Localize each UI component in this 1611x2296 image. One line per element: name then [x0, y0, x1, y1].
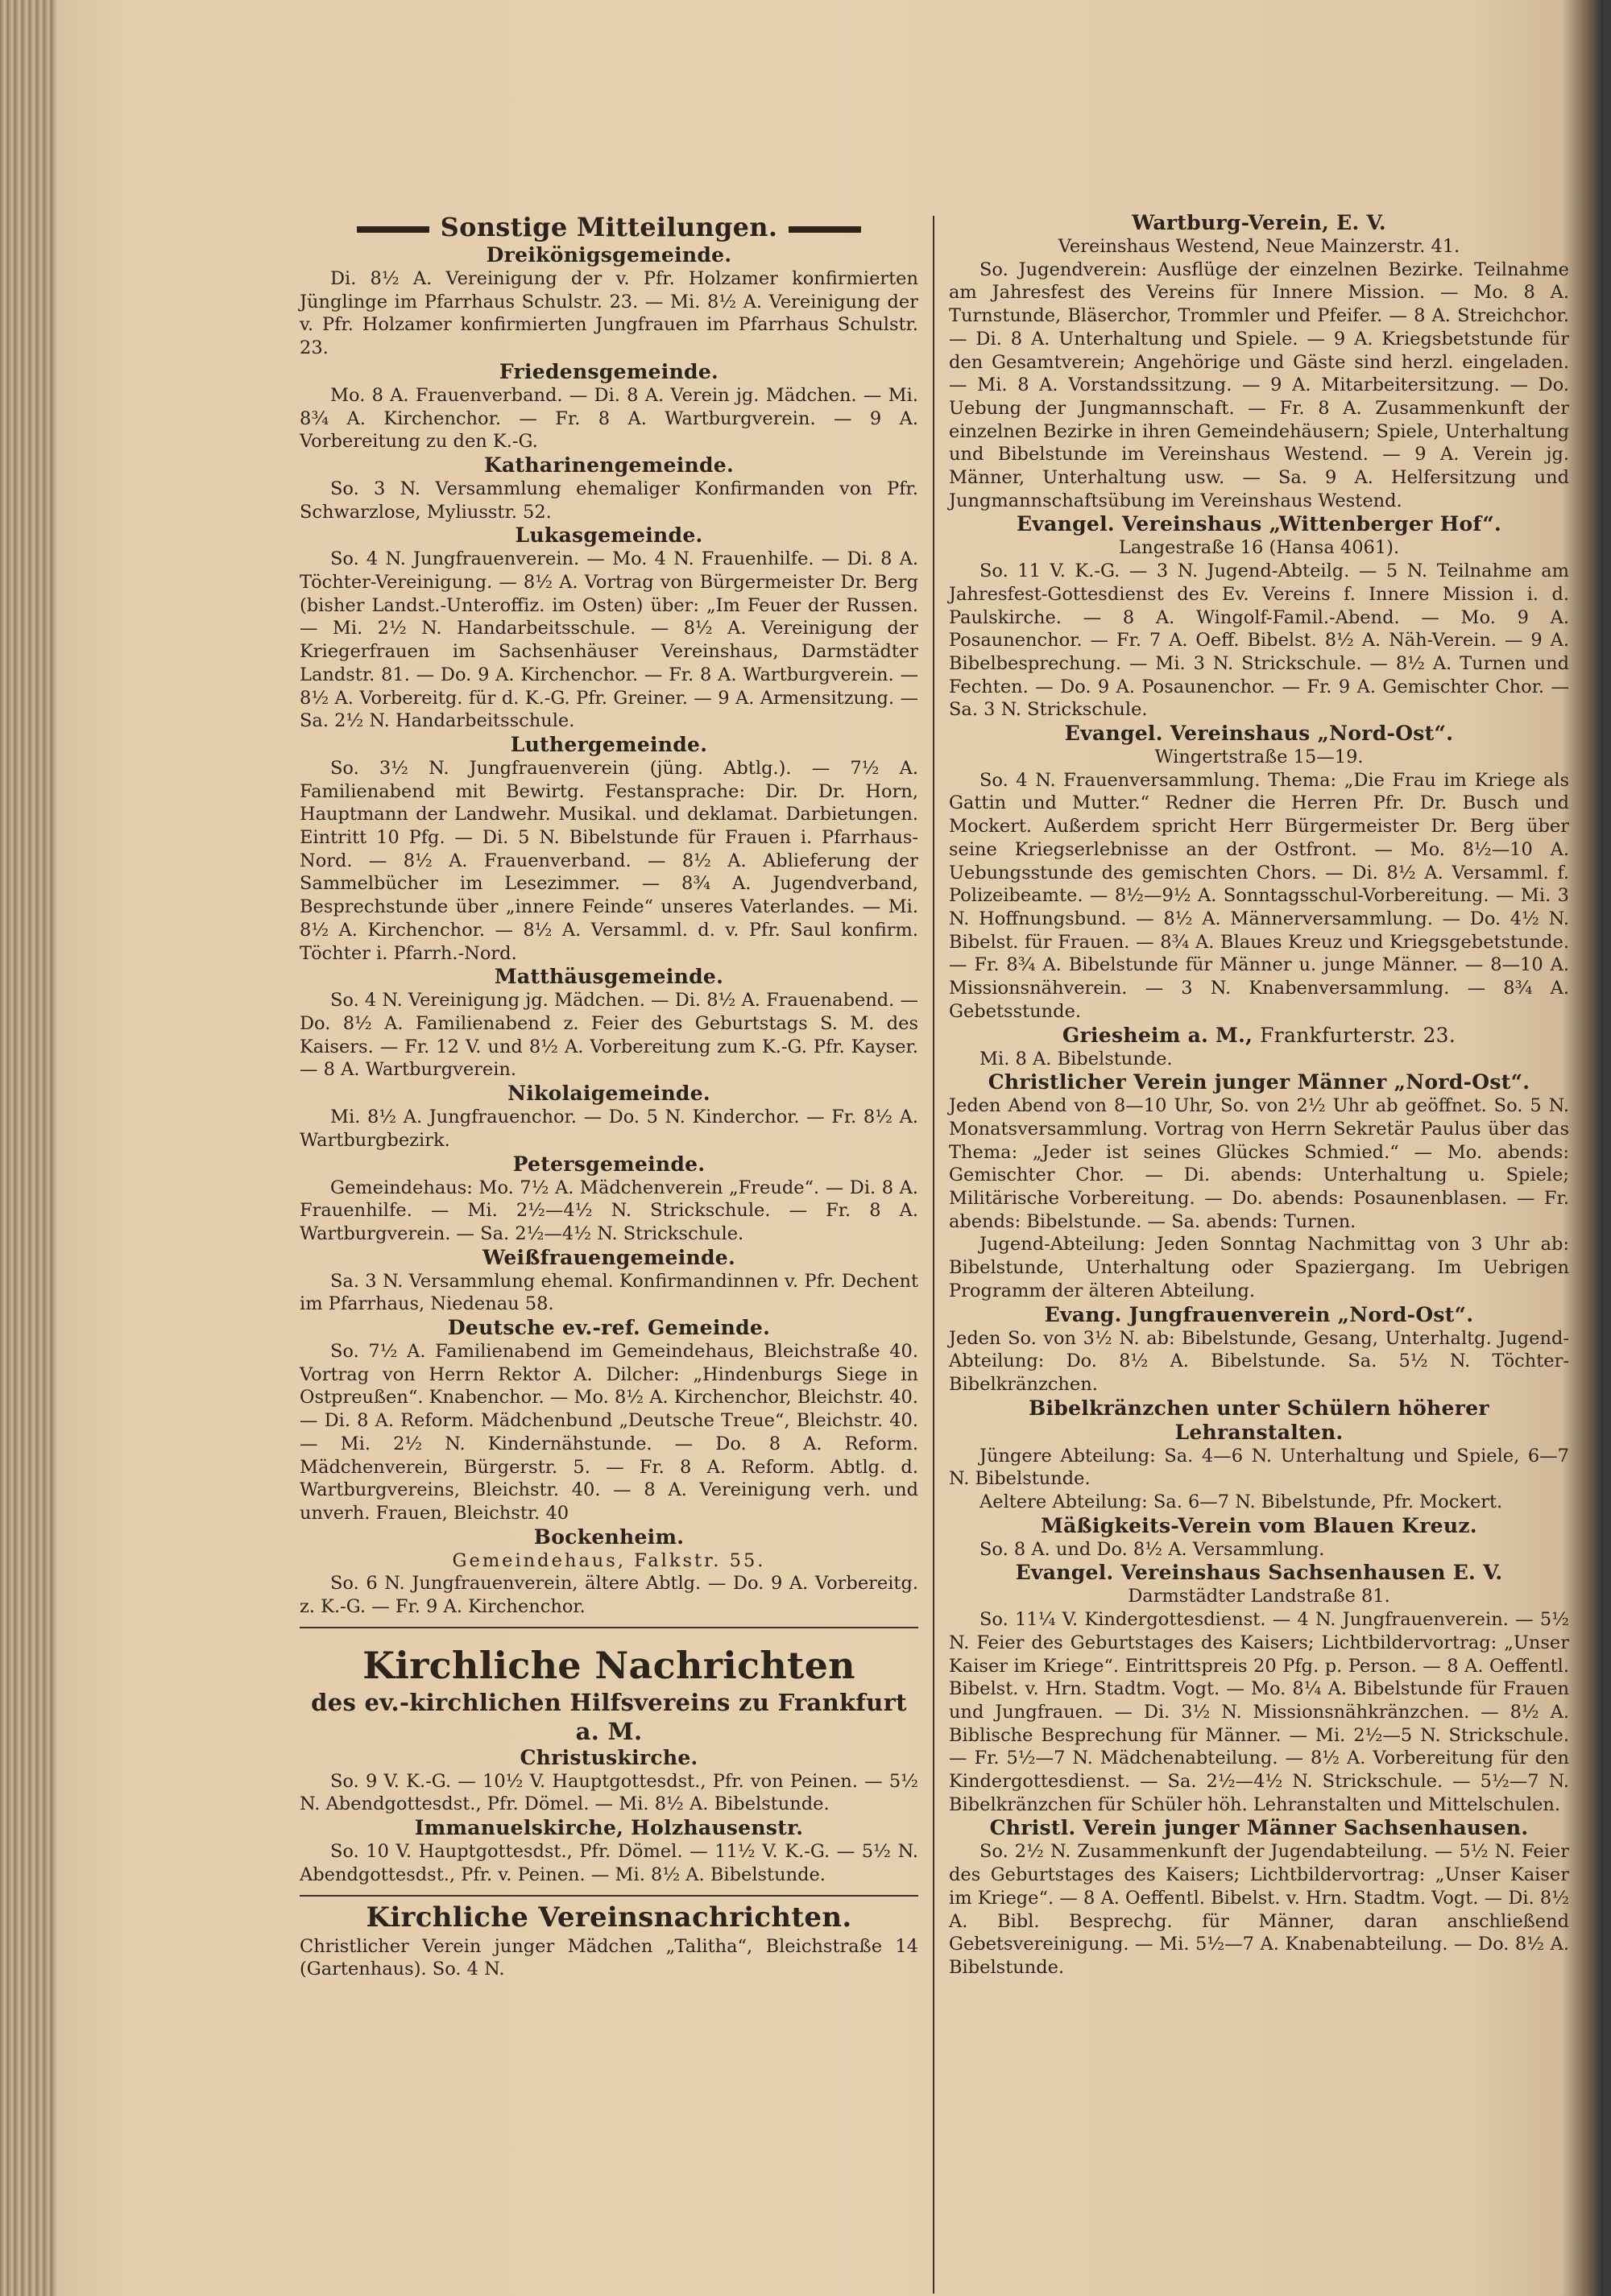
notice-block	[300, 1816, 918, 1886]
notice-text: So. Jugendverein: Ausflüge der einzelnen Bezirke. Teilnahme am Jahresfest des Vereins für Innere Mission. — Mo. 8 A. Turnstunde, Bläserchor, Trommler und Pfeifer. — 8 A. Streichchor. — Di. 8 A. Unterhaltung und Spiele. — 9 A. Kriegsbetstunde für den Gesamtverein; Angehörige und Gäste sind herzl. eingeladen. — Mi. 8 A. Vorstandssitzung. — 9 A. Mitarbeitersitzung. — Do. Uebung der Jungmannschaft. — Fr. 8 A. Zusammenkunft der einzelnen Bezirke in ihren Gemeindehäusern; Spiele, Unterhaltung und Bibelstunde im Vereinshaus Westend. — 9 A. Verein jg. Männer, Unterhaltung usw. — Sa. 9 A. Helfersitzung und Jungmannschaftsübung im Vereinshaus Westend.	[949, 259, 1569, 511]
notice-block	[300, 523, 918, 733]
notice-text: So. 10 V. Hauptgottesdst., Pfr. Dömel. — 11½ V. K.-G. — 5½ N. Abendgottesdst., Pfr. v. Peinen. — Mi. 8½ A. Bibelstunde.	[300, 1841, 918, 1885]
notice-text: So. 7½ A. Familienabend im Gemeindehaus, Bleichstraße 40. Vortrag von Herrn Rektor A. Dilcher: „Hindenburgs Siege in Ostpreußen“. Knabenchor. — Mo. 8½ A. Kirchenchor, Bleichstr. 40. — Di. 8 A. Reform. Mädchenbund „Deutsche Treue“, Bleichstr. 40. — Mi. 2½ N. Kindernähstunde. — Do. 8 A. Reform. Mädchenverein, Bürgerstr. 5. — Fr. 8 A. Reform. Abtlg. d. Wartburgvereins, Bleichstr. 40. — 8 A. Vereinigung verh. und unverh. Frauen, Bleichstr. 40	[300, 1341, 918, 1524]
congregation-heading: Lukasgemeinde.	[515, 523, 703, 548]
column-divider	[933, 216, 934, 2294]
notice-subline: Langestraße 16 (Hansa 4061).	[1118, 537, 1400, 559]
notice-text: Mi. 8½ A. Jungfrauenchor. — Do. 5 N. Kinderchor. — Fr. 8½ A. Wartburgbezirk.	[300, 1107, 918, 1151]
notice-block	[949, 512, 1569, 722]
congregation-heading: Friedensgemeinde.	[499, 359, 719, 383]
section-rule	[300, 1627, 918, 1628]
heading-main: Griesheim a. M.,	[1062, 1023, 1253, 1047]
notice-text: So. 4 N. Vereinigung jg. Mädchen. — Di. 8½ A. Frauenabend. — Do. 8½ A. Familienabend z. Feier des Geburtstags S. M. des Kaisers. — Fr. 12 V. und 8½ A. Vorbereitung zum K.-G. Pfr. Kayser. — 8 A. Wartburgverein.	[300, 990, 918, 1081]
notice-text: Aeltere Abteilung: Sa. 6—7 N. Bibelstunde, Pfr. Mockert.	[979, 1491, 1503, 1513]
notice-block	[949, 1561, 1569, 1816]
kirchliche-title: Kirchliche Nachrichten	[362, 1643, 855, 1687]
notice-block	[300, 1246, 918, 1316]
congregation-heading: Matthäusgemeinde.	[494, 965, 724, 989]
right-column	[949, 211, 1569, 1980]
heading-tail: Frankfurterstr. 23.	[1260, 1023, 1456, 1047]
notice-subline: Gemeindehaus, Falkstr. 55.	[452, 1549, 766, 1571]
notice-block	[300, 733, 918, 965]
notice-text: Sa. 3 N. Versammlung ehemal. Konfirmandinnen v. Pfr. Dechent im Pfarrhaus, Niedenau 58.	[300, 1270, 918, 1315]
association-heading: Evangel. Vereinshaus Sachsenhausen E. V.	[1015, 1561, 1503, 1585]
notice-text: Jüngere Abteilung: Sa. 4—6 N. Unterhaltung und Spiele, 6—7 N. Bibelstunde.	[949, 1445, 1569, 1490]
title-rule-left	[357, 226, 429, 233]
congregation-heading: Deutsche ev.-ref. Gemeinde.	[447, 1316, 771, 1340]
left-column	[300, 211, 918, 1981]
notice-text: So. 3½ N. Jungfrauenverein (jüng. Abtlg.). — 7½ A. Familienabend mit Bewirtg. Festansprache: Dir. Dr. Horn, Hauptmann der Landwehr. Musikal. und deklamat. Darbietungen. Eintritt 10 Pfg. — Di. 5 N. Bibelstunde für Frauen i. Pfarrhaus-Nord. — 8½ A. Frauenverband. — 8½ A. Ablieferung der Sammelbücher im Lesezimmer. — 8¾ A. Jugendverband, Besprechstunde über „innere Feinde“ unseres Vaterlandes. — Mi. 8½ A. Kirchenchor. — 8½ A. Versamml. d. v. Pfr. Saul konfirm. Töchter i. Pfarrh.-Nord.	[300, 757, 918, 964]
notice-subline: Vereinshaus Westend, Neue Mainzerstr. 41.	[1058, 236, 1460, 257]
association-heading: Evangel. Vereinshaus „Nord-Ost“.	[1064, 722, 1454, 746]
notice-text: Jeden Abend von 8—10 Uhr, So. von 2½ Uhr ab geöffnet. So. 5 N. Monatsversammlung. Vortrag von Herrn Sekretär Paulus über das Thema: „Jeder ist seines Glückes Schmied.“ — Mo. abends: Gemischter Chor. — Di. abends: Unterhaltung u. Spiele; Militärische Vorbereitung. — Do. abends: Posaunenblasen. — Fr. abends: Bibelstunde. — Sa. abends: Turnen.	[949, 1095, 1569, 1232]
notice-text: So. 2½ N. Zusammenkunft der Jugendabteilung. — 5½ N. Feier des Geburtstages des Kaisers; Lichtbildervortrag: „Unser Kaiser im Kriege“. — 8 A. Oeffentl. Bibelst. v. Hrn. Stadtm. Vogt. — Di. 8½ A. Bibl. Besprechg. für Männer, daran anschließend Gebetsvereinigung. — Mi. 5½—7 A. Knabenabteilung. — Do. 8½ A. Bibelstunde.	[949, 1841, 1569, 1978]
notice-text: Mo. 8 A. Frauenverband. — Di. 8 A. Verein jg. Mädchen. — Mi. 8¾ A. Kirchenchor. — Fr. 8 A. Wartburgverein. — 9 A. Vorbereitung zu den K.-G.	[300, 384, 918, 453]
notice-block	[300, 360, 918, 453]
church-heading: Christuskirche.	[520, 1745, 698, 1769]
notice-block	[949, 1303, 1569, 1396]
notice-block	[949, 1396, 1569, 1514]
notice-block	[300, 1316, 918, 1525]
association-heading: Christlicher Verein junger Männer „Nord-Ost“.	[988, 1070, 1530, 1094]
notice-text: So. 11¼ V. Kindergottesdienst. — 4 N. Jungfrauenverein. — 5½ N. Feier des Geburtstages des Kaisers; Lichtbildervortrag: „Unser Kaiser im Kriege“. Eintrittspreis 20 Pfg. p. Person. — 8 A. Oeffentl. Bibelst. v. Hrn. Stadtm. Vogt. — Mo. 8¼ A. Bibelstunde für Frauen und Jungfrauen. — Di. 3½ N. Missionsnähkränzchen. — 8½ A. Biblische Besprechung für Männer. — Mi. 2½—5 N. Strickschule. — Fr. 5½—7 N. Mädchenabteilung. — 8½ A. Vorbereitung für den Kindergottesdienst. — Sa. 2½—4½ N. Strickschule. — 5½—7 N. Bibelkränzchen für Schüler höh. Lehranstalten und Mittelschulen.	[949, 1609, 1569, 1815]
association-heading: Mäßigkeits-Verein vom Blauen Kreuz.	[1041, 1513, 1477, 1537]
notice-block	[300, 243, 918, 360]
notice-block	[300, 1746, 918, 1816]
congregation-heading: Bockenheim.	[533, 1524, 685, 1549]
congregation-heading: Nikolaigemeinde.	[507, 1082, 710, 1106]
notice-text: Di. 8½ A. Vereinigung der v. Pfr. Holzamer konfirmierten Jünglinge im Pfarrhaus Schulstr. 23. — Mi. 8½ A. Vereinigung der v. Pfr. Holzamer konfirmierten Jungfrauen im Pfarrhaus Schulstr. 23.	[300, 268, 918, 359]
book-binding	[0, 0, 56, 2296]
notice-text: So. 11 V. K.-G. — 3 N. Jugend-Abteilg. — 5 N. Teilnahme am Jahresfest-Gottesdienst des Ev. Vereins f. Innere Mission i. d. Paulskirche. — 8 A. Wingolf-Famil.-Abend. — Mo. 9 A. Posaunenchor. — Fr. 7 A. Oeff. Bibelst. 8½ A. Näh-Verein. — 9 A. Bibelbesprechung. — Mi. 3 N. Strickschule. — 8½ A. Turnen und Fechten. — Do. 9 A. Posaunenchor. — Fr. 9 A. Gemischter Chor. — Sa. 3 N. Strickschule.	[949, 561, 1569, 721]
congregation-heading: Weißfrauengemeinde.	[482, 1245, 736, 1269]
notice-subline: Darmstädter Landstraße 81.	[1128, 1586, 1390, 1607]
notice-block	[300, 1082, 918, 1152]
notice-text: Mi. 8 A. Bibelstunde.	[979, 1048, 1173, 1069]
notice-block	[300, 453, 918, 523]
notice-text: So. 6 N. Jungfrauenverein, ältere Abtlg. — Do. 9 A. Vorbereitg. z. K.-G. — Fr. 9 A. Kirchenchor.	[300, 1573, 918, 1618]
notice-text: So. 9 V. K.-G. — 10½ V. Hauptgottesdst., Pfr. von Peinen. — 5½ N. Abendgottesdst., Pfr. Dömel. — Mi. 8½ A. Bibelstunde.	[300, 1770, 918, 1815]
notice-block	[300, 1152, 918, 1246]
association-heading: Evangel. Vereinshaus „Wittenberger Hof“.	[1016, 512, 1502, 536]
notice-text: Jeden So. von 3½ N. ab: Bibelstunde, Gesang, Unterhaltg. Jugend-Abteilung: Do. 8½ A. Bibelstunde. Sa. 5½ N. Töchter-Bibelkränzchen.	[949, 1327, 1569, 1395]
notice-block	[300, 965, 918, 1082]
notice-subline: Wingertstraße 15—19.	[1154, 747, 1364, 768]
notice-block	[949, 1514, 1569, 1562]
congregation-heading: Dreikönigsgemeinde.	[486, 243, 732, 267]
association-heading: Christl. Verein junger Männer Sachsenhausen.	[989, 1816, 1529, 1840]
section-title	[300, 211, 918, 243]
association-heading: Bibelkränzchen unter Schülern höherer Lehranstalten.	[1029, 1396, 1489, 1444]
notice-block	[949, 211, 1569, 512]
notice-block	[949, 1816, 1569, 1979]
notice-text: So. 3 N. Versammlung ehemaliger Konfirmanden von Pfr. Schwarzlose, Myliusstr. 52.	[300, 478, 918, 523]
notice-block	[949, 1070, 1569, 1302]
kirchliche-subtitle: des ev.-kirchlichen Hilfsvereins zu Frankfurt a. M.	[311, 1688, 907, 1745]
notice-text: Gemeindehaus: Mo. 7½ A. Mädchenverein „Freude“. — Di. 8 A. Frauenhilfe. — Mi. 2½—4½ N. Strickschule. — Fr. 8 A. Wartburgverein. — Sa. 2½—4½ N. Strickschule.	[300, 1177, 918, 1244]
notice-block	[300, 1525, 918, 1619]
congregation-heading: Luthergemeinde.	[510, 732, 708, 756]
notice-text: Jugend-Abteilung: Jeden Sonntag Nachmittag von 3 Uhr ab: Bibelstunde, Unterhaltung oder Spaziergang. Im Uebrigen Programm der älteren Abteilung.	[949, 1234, 1569, 1301]
notice-text: So. 4 N. Frauenversammlung. Thema: „Die Frau im Kriege als Gattin und Mutter.“ Redner die Herren Pfr. Dr. Busch und Mockert. Außerdem spricht Herr Bürgermeister Dr. Berg über seine Kriegserlebnisse an der Ostfront. — Mo. 8½—10 A. Uebungsstunde des gemischten Chors. — Di. 8½ A. Versamml. f. Polizeibeamte. — 8½—9½ A. Sonntagsschul-Vorbereitung. — Mi. 3 N. Hoffnungsbund. — 8½ A. Männerversammlung. — Do. 4½ N. Bibelst. für Frauen. — 8¾ A. Blaues Kreuz und Kriegsgebetstunde. — Fr. 8¾ A. Bibelstunde für Männer u. junge Männer. — 8—10 A. Missionsnähverein. — 3 N. Knabenversammlung. — 8¾ A. Gebetsstunde.	[949, 769, 1569, 1022]
title-rule-right	[789, 226, 861, 233]
congregation-heading: Petersgemeinde.	[512, 1152, 706, 1176]
vereins-title: Kirchliche Vereinsnachrichten.	[366, 1901, 852, 1934]
notice-text: Christlicher Verein junger Mädchen „Talitha“, Bleichstraße 14 (Gartenhaus). So. 4 N.	[300, 1935, 918, 1980]
section-rule	[300, 1895, 918, 1897]
association-heading	[949, 1024, 1569, 1048]
section-title-text: Sonstige Mitteilungen.	[440, 212, 778, 242]
notice-block	[949, 1024, 1569, 1071]
notice-text: So. 8 A. und Do. 8½ A. Versammlung.	[979, 1538, 1325, 1560]
church-heading: Immanuelskirche, Holzhausenstr.	[414, 1816, 804, 1840]
congregation-heading: Katharinengemeinde.	[484, 453, 734, 477]
association-heading: Evang. Jungfrauenverein „Nord-Ost“.	[1044, 1302, 1474, 1326]
notice-block	[949, 722, 1569, 1023]
association-heading: Wartburg-Verein, E. V.	[1132, 211, 1386, 234]
notice-text: So. 4 N. Jungfrauenverein. — Mo. 4 N. Frauenhilfe. — Di. 8 A. Töchter-Vereinigung. — 8½ A. Vortrag von Bürgermeister Dr. Berg (bisher Landst.-Unteroffiz. im Osten) über: „Im Feuer der Russen. — Mi. 2½ N. Handarbeitsschule. — 8½ A. Vereinigung der Kriegerfrauen im Sachsenhäuser Vereinshaus, Darmstädter Landstr. 81. — Do. 9 A. Kirchenchor. — Fr. 8 A. Wartburgverein. — 8½ A. Vorbereitg. für d. K.-G. Pfr. Greiner. — 9 A. Armensitzung. — Sa. 2½ N. Handarbeitsschule.	[300, 548, 918, 732]
